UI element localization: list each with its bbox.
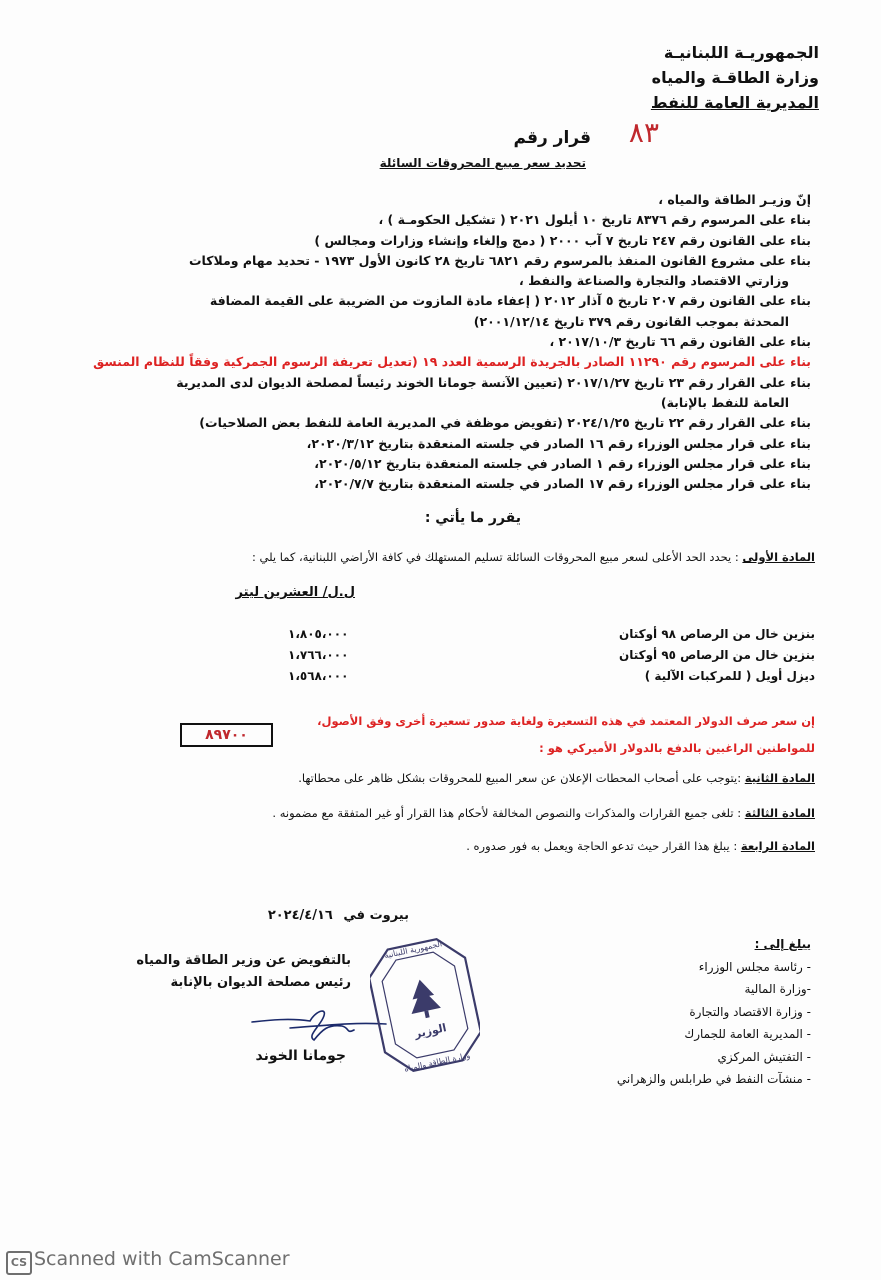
signer-name: جومانا الخوند — [255, 1048, 346, 1064]
distribution-title: يبلغ إلى : — [754, 937, 811, 951]
preamble-line: العامة للنفط بالإنابة) — [660, 394, 789, 410]
official-seal — [370, 935, 480, 1075]
exchange-rate-note-line: إن سعر صرف الدولار المعتمد في هذه التسعيرة ولغاية صدور تسعيرة أخرى وفق الأصول، — [317, 714, 815, 728]
article-1-label: المادة الأولى — [742, 550, 815, 564]
exchange-rate-note-line: للمواطنين الراغبين بالدفع بالدولار الأميركي هو : — [539, 741, 815, 755]
article-2 — [298, 771, 815, 785]
camscanner-logo-icon: CS — [6, 1251, 32, 1275]
exchange-rate-box: ٨٩٧٠٠ — [180, 723, 273, 747]
distribution-item: - التفتيش المركزي — [717, 1049, 811, 1064]
signature-line: رئيس مصلحة الديوان بالإنابة — [170, 975, 351, 990]
article-1 — [252, 550, 815, 564]
article-4-label: المادة الرابعة — [740, 839, 815, 853]
fuel-list — [555, 624, 815, 687]
preamble — [91, 190, 811, 494]
preamble-line: بناء على القرار رقم ٢٢ تاريخ ٢٠٢٤/١/٢٥ (تفويض موظفة في المديرية العامة للنفط بعض الصلاحيات) — [199, 415, 811, 431]
fuel-price: ١،٧٦٦،٠٠٠ — [288, 648, 349, 662]
preamble-line: بناء على مشروع القانون المنفذ بالمرسوم رقم ٦٨٢١ تاريخ ٢٨ كانون الأول ١٩٧٣ - تحديد مهام وملاكات — [188, 252, 811, 268]
article-3 — [272, 806, 815, 820]
fuel-price-list — [288, 624, 368, 687]
letterhead — [519, 40, 819, 115]
distribution-item: -وزارة المالية — [744, 982, 811, 996]
seal-bottom-text: وزارة الطاقة والمياه — [403, 1050, 471, 1074]
preamble-line: بناء على القرار رقم ٢٣ تاريخ ٢٠١٧/١/٢٧ (تعيين الآنسة جومانا الخوند رئيساً لمصلحة الديوان لدى المديرية — [176, 374, 811, 390]
fuel-name: بنزين خال من الرصاص ٩٥ أوكتان — [618, 648, 815, 662]
preamble-line: بناء على قرار مجلس الوزراء رقم ١٧ الصادر في جلسته المنعقدة بتاريخ ٢٠٢٠/٧/٧، — [314, 476, 811, 492]
preamble-line: بناء على قرار مجلس الوزراء رقم ١ الصادر في جلسته المنعقدة بتاريخ ٢٠٢٠/٥/١٢، — [314, 455, 811, 471]
exchange-rate-note — [317, 708, 815, 762]
date: ٢٠٢٤/٤/١٦ — [267, 908, 333, 923]
place: بيروت في — [343, 908, 409, 923]
letterhead-directorate: المديرية العامة للنفط — [650, 93, 819, 112]
article-3-label: المادة الثالثة — [744, 806, 815, 820]
preamble-line: المحدثة بموجب القانون رقم ٣٧٩ تاريخ ٢٠٠١/١٢/١٤) — [473, 313, 789, 329]
article-2-text: :يتوجب على أصحاب المحطات الإعلان عن سعر المبيع للمحروقات بشكل ظاهر على محطاتها. — [298, 771, 742, 785]
distribution-item: - وزارة الاقتصاد والتجارة — [689, 1004, 811, 1019]
article-4-text: : يبلغ هذا القرار حيث تدعو الحاجة ويعمل به فور صدوره . — [466, 839, 738, 853]
article-2-label: المادة الثانية — [744, 771, 815, 785]
signature-line: بالتفويض عن وزير الطاقة والمياه — [136, 953, 351, 968]
handwritten-signature — [250, 1000, 390, 1050]
fuel-price: ١،٨٠٥،٠٠٠ — [288, 627, 349, 641]
preamble-line-highlighted: بناء على المرسوم رقم ١١٢٩٠ الصادر بالجريدة الرسمية العدد ١٩ (تعديل تعريفة الرسوم الجمركية وفقاً للنظام المنسق — [93, 354, 811, 370]
preamble-line: بناء على القانون رقم ٢٤٧ تاريخ ٧ آب ٢٠٠٠ ( دمج وإلغاء وإنشاء وزارات ومجالس ) — [314, 232, 811, 248]
distribution-list — [617, 933, 811, 1091]
seal-top-text: الجمهورية اللبنانية — [383, 939, 443, 961]
fuel-name: ديزل أويل ( للمركبات الآلية ) — [644, 669, 815, 683]
preamble-line: وزارتي الاقتصاد والتجارة والصناعة والنفط ، — [519, 273, 789, 289]
distribution-item: - المديرية العامة للجمارك — [684, 1027, 811, 1041]
resolves-heading: يقرر ما يأتي : — [424, 510, 521, 526]
seal-center-text: الوزير — [413, 1021, 448, 1041]
preamble-line: بناء على المرسوم رقم ٨٣٧٦ تاريخ ١٠ أيلول ٢٠٢١ ( تشكيل الحكومـة ) ، — [378, 212, 811, 228]
decision-title: قرار رقم — [513, 128, 591, 148]
decision-number: ٨٣ — [628, 116, 659, 149]
fuel-name: بنزين خال من الرصاص ٩٨ أوكتان — [618, 627, 815, 641]
decision-subject: تحديد سعر مبيع المحروقات السائلة — [379, 156, 586, 170]
preamble-line: إنّ وزيـر الطاقة والمياه ، — [658, 192, 811, 207]
distribution-item: - رئاسة مجلس الوزراء — [698, 959, 811, 974]
distribution-item: - منشآت النفط في طرابلس والزهراني — [616, 1072, 811, 1086]
preamble-line: بناء على القانون رقم ٦٦ تاريخ ٢٠١٧/١٠/٣ ، — [549, 334, 811, 350]
preamble-line: بناء على قرار مجلس الوزراء رقم ١٦ الصادر في جلسته المنعقدة بتاريخ ٢٠٢٠/٣/١٢، — [306, 435, 811, 451]
article-3-text: : تلغى جميع القرارات والمذكرات والنصوص المخالفة لأحكام هذا القرار أو غير المتفقة مع مضمونه . — [272, 806, 742, 820]
fuel-price: ١،٥٦٨،٠٠٠ — [288, 669, 349, 683]
signature-block — [136, 950, 351, 994]
camscanner-watermark: Scanned with CamScanner — [34, 1248, 290, 1270]
article-4 — [466, 839, 815, 853]
preamble-line: بناء على القانون رقم ٢٠٧ تاريخ ٥ آذار ٢٠١٢ ( إعفاء مادة المازوت من الضريبة على القيمة المضافة — [209, 293, 811, 309]
article-1-text: : يحدد الحد الأعلى لسعر مبيع المحروقات السائلة تسليم المستهلك في كافة الأراضي اللبنانية، كما يلي : — [251, 550, 739, 564]
price-unit: ل.ل/ العشرين ليتر — [235, 585, 355, 600]
place-and-date — [268, 908, 409, 923]
letterhead-ministry: وزارة الطاقـة والمياه — [651, 68, 819, 87]
letterhead-republic: الجمهوريـة اللبنانيـة — [663, 43, 819, 62]
